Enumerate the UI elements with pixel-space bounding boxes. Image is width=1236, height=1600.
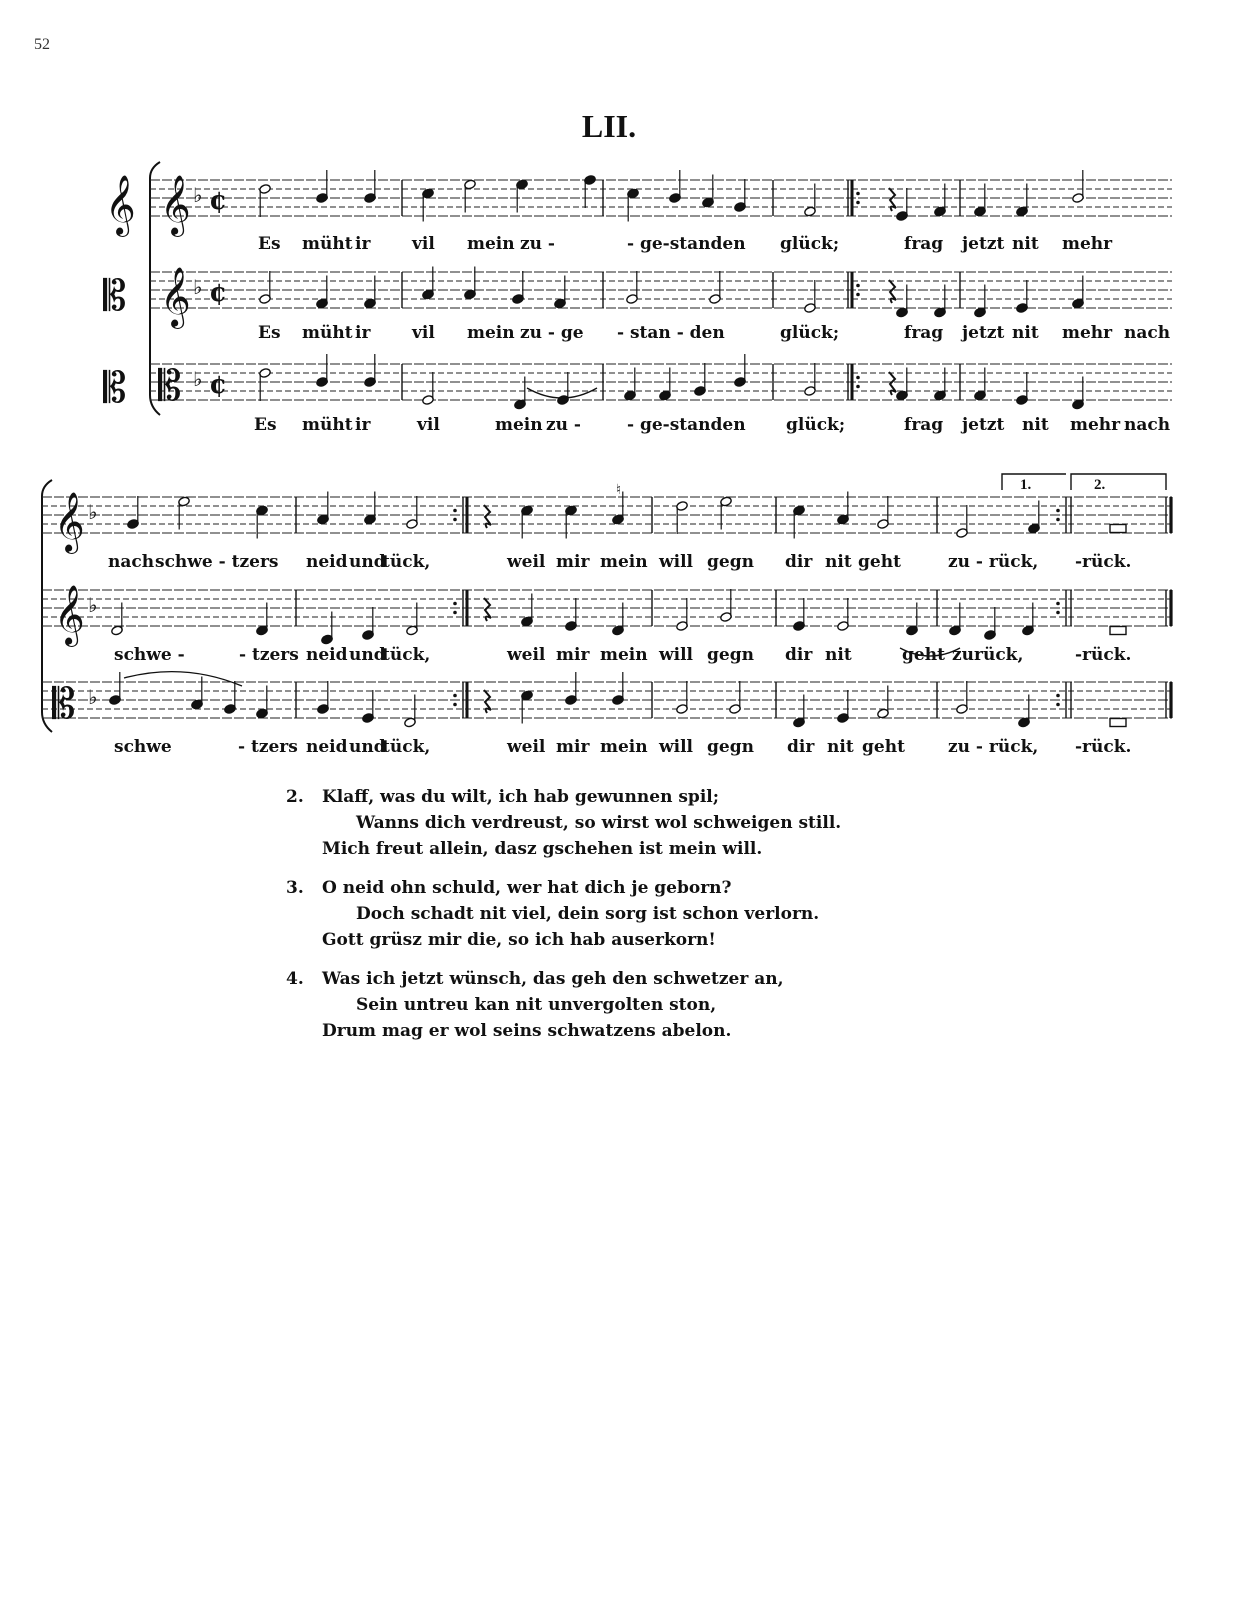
s2-voice1-lyric-4: tück, xyxy=(382,552,431,572)
s1-voice2-lyric-11: mehr xyxy=(1062,323,1113,343)
s2-voice3-lyric-14: -rück. xyxy=(1075,737,1132,757)
quarter-note xyxy=(694,363,707,396)
s2-voice3-lyric-5: weil xyxy=(507,737,546,757)
quarter-note xyxy=(1016,372,1029,405)
breve-note xyxy=(1110,627,1126,635)
quarter-note xyxy=(362,690,375,723)
stanza-3 xyxy=(286,875,841,953)
s2-voice3-lyric-3: und xyxy=(349,737,386,757)
s2-voice2-lyric-5: weil xyxy=(507,645,546,665)
s1-voice3-lyric-6: - ge-standen xyxy=(627,415,746,435)
half-note xyxy=(709,271,722,304)
s2-voice3-lyric-12: geht xyxy=(862,737,905,757)
s1-voice2-lyric-8: frag xyxy=(904,323,944,343)
quarter-note xyxy=(1016,280,1029,313)
quarter-note xyxy=(734,179,747,212)
repeat-dot xyxy=(453,703,457,707)
verse-number: 4. xyxy=(286,969,304,989)
s2-voice1-lyric-9: gegn xyxy=(707,552,754,572)
repeat-dot xyxy=(453,602,457,606)
s1-voice1-lyric-7: glück; xyxy=(780,234,840,254)
repeat-dot xyxy=(1056,694,1060,698)
volta-label-2: 2. xyxy=(1094,477,1106,493)
verse-line xyxy=(286,1018,841,1044)
s1-voice3-lyric-4: mein xyxy=(495,415,543,435)
quarter-note xyxy=(896,188,909,221)
quarter-rest xyxy=(889,372,896,395)
s2-voice1-lyric-11: nit xyxy=(825,552,852,572)
treble-clef: 𝄞 xyxy=(54,585,85,645)
s2-voice3-lyric-4: tück, xyxy=(382,737,431,757)
quarter-rest xyxy=(484,505,491,528)
half-note xyxy=(804,363,817,396)
repeat-dot xyxy=(856,293,860,297)
time-signature: ¢ xyxy=(209,370,228,400)
flat-sign: ♭ xyxy=(193,367,203,391)
verse-number: 3. xyxy=(286,878,304,898)
repeat-dot xyxy=(453,509,457,513)
s1-voice3-lyric-8: frag xyxy=(904,415,944,435)
verse-line xyxy=(286,992,841,1018)
half-note xyxy=(877,496,890,529)
verse-text: Drum mag er wol seins schwatzens abelon. xyxy=(322,1021,732,1041)
s1-voice1-lyric-1: müht xyxy=(302,234,353,254)
quarter-note xyxy=(127,496,140,529)
s2-voice3-lyric-6: mir xyxy=(556,737,590,757)
s2-voice3-lyric-13: zu - rück, xyxy=(948,737,1039,757)
quarter-rest xyxy=(889,188,896,211)
natural-sign: ♮ xyxy=(616,482,622,498)
s1-voice2-lyric-3: vil xyxy=(412,323,435,343)
s2-voice1-lyric-8: will xyxy=(659,552,694,572)
half-note xyxy=(956,681,969,714)
s2-voice2-lyric-2: neid xyxy=(306,645,348,665)
alto-clef-outer: 𝄡 xyxy=(103,271,127,320)
quarter-note xyxy=(612,672,625,705)
treble-clef: 𝄞 xyxy=(160,267,191,327)
repeat-dot xyxy=(1056,602,1060,606)
s1-voice3-lyric-2: ir xyxy=(355,415,371,435)
half-note xyxy=(837,598,850,631)
s2-voice1-lyric-2: neid xyxy=(306,552,348,572)
s1-voice2-lyric-0: Es xyxy=(258,323,281,343)
s2-voice2-lyric-8: will xyxy=(659,645,694,665)
staff xyxy=(42,590,1172,626)
verse-text: Doch schadt nit viel, dein sorg ist schon verlorn. xyxy=(356,904,820,924)
s2-voice1-lyric-5: weil xyxy=(507,552,546,572)
repeat-dot xyxy=(453,611,457,615)
s2-voice3-lyric-10: dir xyxy=(787,737,815,757)
half-note xyxy=(956,505,969,538)
s2-voice3-lyric-9: gegn xyxy=(707,737,754,757)
quarter-note xyxy=(837,690,850,723)
treble-clef: 𝄞 xyxy=(160,175,191,235)
s1-voice3-lyric-10: nit xyxy=(1022,415,1049,435)
quarter-rest xyxy=(484,690,491,713)
verse-text: Wanns dich verdreust, so wirst wol schweigen still. xyxy=(356,813,842,833)
quarter-note xyxy=(565,672,578,705)
s2-voice2-lyric-10: dir xyxy=(785,645,813,665)
s1-voice1-lyric-10: nit xyxy=(1012,234,1039,254)
quarter-note xyxy=(316,354,329,387)
s1-voice1-lyric-5: zu - xyxy=(520,234,555,254)
quarter-note xyxy=(364,354,377,387)
verse-line xyxy=(286,875,841,901)
lyrics xyxy=(108,234,1170,757)
quarter-rest xyxy=(484,598,491,621)
quarter-note xyxy=(512,271,525,304)
verse-text: Gott grüsz mir die, so ich hab auserkorn! xyxy=(322,930,716,950)
s2-voice1-lyric-14: -rück. xyxy=(1075,552,1132,572)
staff xyxy=(42,682,1172,718)
s2-voice2-lyric-4: tück, xyxy=(382,645,431,665)
half-note xyxy=(406,496,419,529)
half-note xyxy=(1072,170,1085,203)
quarter-note xyxy=(793,598,806,631)
s2-voice2-lyric-12: geht xyxy=(902,645,945,665)
s2-voice3-lyric-11: nit xyxy=(827,737,854,757)
verse-line xyxy=(286,927,841,953)
s2-voice3-lyric-2: neid xyxy=(306,737,348,757)
flat-sign: ♭ xyxy=(88,593,98,617)
s2-voice3-lyric-0: schwe xyxy=(114,737,172,757)
s1-voice3-lyric-9: jetzt xyxy=(962,415,1005,435)
s2-voice2-lyric-13: zurück, xyxy=(952,645,1024,665)
s1-voice1-lyric-2: ir xyxy=(355,234,371,254)
s2-voice3-lyric-1: - tzers xyxy=(238,737,298,757)
s1-voice1-lyric-3: vil xyxy=(412,234,435,254)
half-note xyxy=(259,368,272,401)
s2-voice1-lyric-1: schwe - tzers xyxy=(155,552,279,572)
half-note xyxy=(729,681,742,714)
verse-text: O neid ohn schuld, wer hat dich je geborn? xyxy=(322,878,732,898)
s1-voice2-lyric-9: jetzt xyxy=(962,323,1005,343)
s2-voice1-lyric-12: geht xyxy=(858,552,901,572)
verse-text: Klaff, was du wilt, ich hab gewunnen spil; xyxy=(322,787,720,807)
quarter-note xyxy=(362,607,375,640)
quarter-note xyxy=(364,170,377,203)
repeat-dot xyxy=(1056,703,1060,707)
quarter-note xyxy=(224,681,237,714)
quarter-note xyxy=(557,372,570,405)
verse-list xyxy=(286,784,841,1057)
stanza-4 xyxy=(286,966,841,1044)
repeat-dot xyxy=(453,694,457,698)
s2-voice1-lyric-3: und xyxy=(349,552,386,572)
staff xyxy=(150,272,1172,308)
s2-voice2-lyric-7: mein xyxy=(600,645,648,665)
half-note xyxy=(422,372,435,405)
s1-voice3-lyric-5: zu - xyxy=(546,415,581,435)
s2-voice2-lyric-9: gegn xyxy=(707,645,754,665)
quarter-note xyxy=(565,598,578,631)
half-note xyxy=(259,271,272,304)
verse-text: Was ich jetzt wünsch, das geh den schwetzer an, xyxy=(322,969,784,989)
quarter-note xyxy=(584,175,597,208)
staff xyxy=(42,497,1172,533)
s1-voice2-lyric-7: glück; xyxy=(780,323,840,343)
page-number: 52 xyxy=(34,36,50,53)
s1-voice3-lyric-11: mehr xyxy=(1070,415,1121,435)
s2-voice3-lyric-7: mein xyxy=(600,737,648,757)
verse-text: Mich freut allein, dasz gschehen ist mein will. xyxy=(322,839,763,859)
s2-voice2-lyric-6: mir xyxy=(556,645,590,665)
verse-text: Sein untreu kan nit unvergolten ston, xyxy=(356,995,717,1015)
half-note xyxy=(259,184,272,217)
breve-note xyxy=(1110,719,1126,727)
verse-line xyxy=(286,966,841,992)
verse-line xyxy=(286,810,841,836)
s1-voice3-lyric-3: vil xyxy=(417,415,440,435)
s1-voice2-lyric-1: müht xyxy=(302,323,353,343)
tie xyxy=(124,672,242,686)
half-note xyxy=(626,271,639,304)
s1-voice3-lyric-1: müht xyxy=(302,415,353,435)
quarter-note xyxy=(984,607,997,640)
s1-voice1-lyric-8: frag xyxy=(904,234,944,254)
s2-voice2-lyric-3: und xyxy=(349,645,386,665)
verse-number: 2. xyxy=(286,787,304,807)
treble-clef: 𝄞 xyxy=(54,492,85,552)
s1-voice2-lyric-2: ir xyxy=(355,323,371,343)
s2-voice1-lyric-13: zu - rück, xyxy=(948,552,1039,572)
alto-clef: 𝄡 xyxy=(52,679,76,728)
s1-voice2-lyric-10: nit xyxy=(1012,323,1039,343)
verse-line xyxy=(286,901,841,927)
half-note xyxy=(676,681,689,714)
repeat-dot xyxy=(856,201,860,205)
s1-voice3-lyric-0: Es xyxy=(254,415,277,435)
s1-voice2-lyric-12: nach xyxy=(1124,323,1171,343)
repeat-dot xyxy=(856,385,860,389)
s2-voice1-lyric-10: dir xyxy=(785,552,813,572)
s2-voice1-lyric-7: mein xyxy=(600,552,648,572)
s2-voice1-lyric-6: mir xyxy=(556,552,590,572)
alto-clef-outer: 𝄡 xyxy=(103,363,127,412)
volta-label-1: 1. xyxy=(1020,477,1032,493)
quarter-note xyxy=(109,672,122,705)
s1-voice3-lyric-12: nach xyxy=(1124,415,1171,435)
flat-sign: ♭ xyxy=(193,183,203,207)
s2-voice2-lyric-14: -rück. xyxy=(1075,645,1132,665)
s1-voice1-lyric-0: Es xyxy=(258,234,281,254)
s1-voice1-lyric-11: mehr xyxy=(1062,234,1113,254)
time-signature: ¢ xyxy=(209,278,228,308)
quarter-note xyxy=(734,354,747,387)
verse-line xyxy=(286,836,841,862)
half-note xyxy=(720,589,733,622)
repeat-dot xyxy=(1056,509,1060,513)
flat-sign: ♭ xyxy=(193,275,203,299)
flat-sign: ♭ xyxy=(88,500,98,524)
s2-voice3-lyric-8: will xyxy=(659,737,694,757)
half-note xyxy=(676,501,689,534)
volta-bracket-1 xyxy=(1002,474,1066,490)
s1-voice2-lyric-6: - stan - den xyxy=(617,323,725,343)
song-title: LII. xyxy=(581,108,637,144)
verse-line xyxy=(286,784,841,810)
repeat-dot xyxy=(1056,611,1060,615)
system-bracket xyxy=(42,480,52,732)
s1-voice2-lyric-4: mein xyxy=(467,323,515,343)
s2-voice2-lyric-0: schwe - xyxy=(114,645,185,665)
flat-sign: ♭ xyxy=(88,685,98,709)
breve-note xyxy=(1110,525,1126,533)
s1-voice1-lyric-4: mein xyxy=(467,234,515,254)
time-signature: ¢ xyxy=(209,186,228,216)
quarter-rest xyxy=(889,280,896,303)
repeat-dot xyxy=(856,376,860,380)
volta-bracket-2 xyxy=(1071,474,1166,490)
treble-clef-outer: 𝄞 xyxy=(105,175,136,235)
s2-voice2-lyric-1: - tzers xyxy=(239,645,299,665)
half-note xyxy=(804,280,817,313)
repeat-dot xyxy=(453,518,457,522)
stanza-2 xyxy=(286,784,841,862)
repeat-dot xyxy=(1056,518,1060,522)
s1-voice1-lyric-6: - ge-standen xyxy=(627,234,746,254)
s1-voice1-lyric-9: jetzt xyxy=(962,234,1005,254)
alto-clef: 𝄡 xyxy=(158,361,182,410)
s2-voice1-lyric-0: nach xyxy=(108,552,155,572)
s1-voice2-lyric-5: zu - ge xyxy=(520,323,584,343)
quarter-note xyxy=(316,170,329,203)
half-note xyxy=(676,598,689,631)
repeat-dot xyxy=(856,284,860,288)
s2-voice2-lyric-11: nit xyxy=(825,645,852,665)
quarter-note xyxy=(317,681,330,714)
s1-voice3-lyric-7: glück; xyxy=(786,415,846,435)
repeat-dot xyxy=(856,192,860,196)
quarter-note xyxy=(669,170,682,203)
